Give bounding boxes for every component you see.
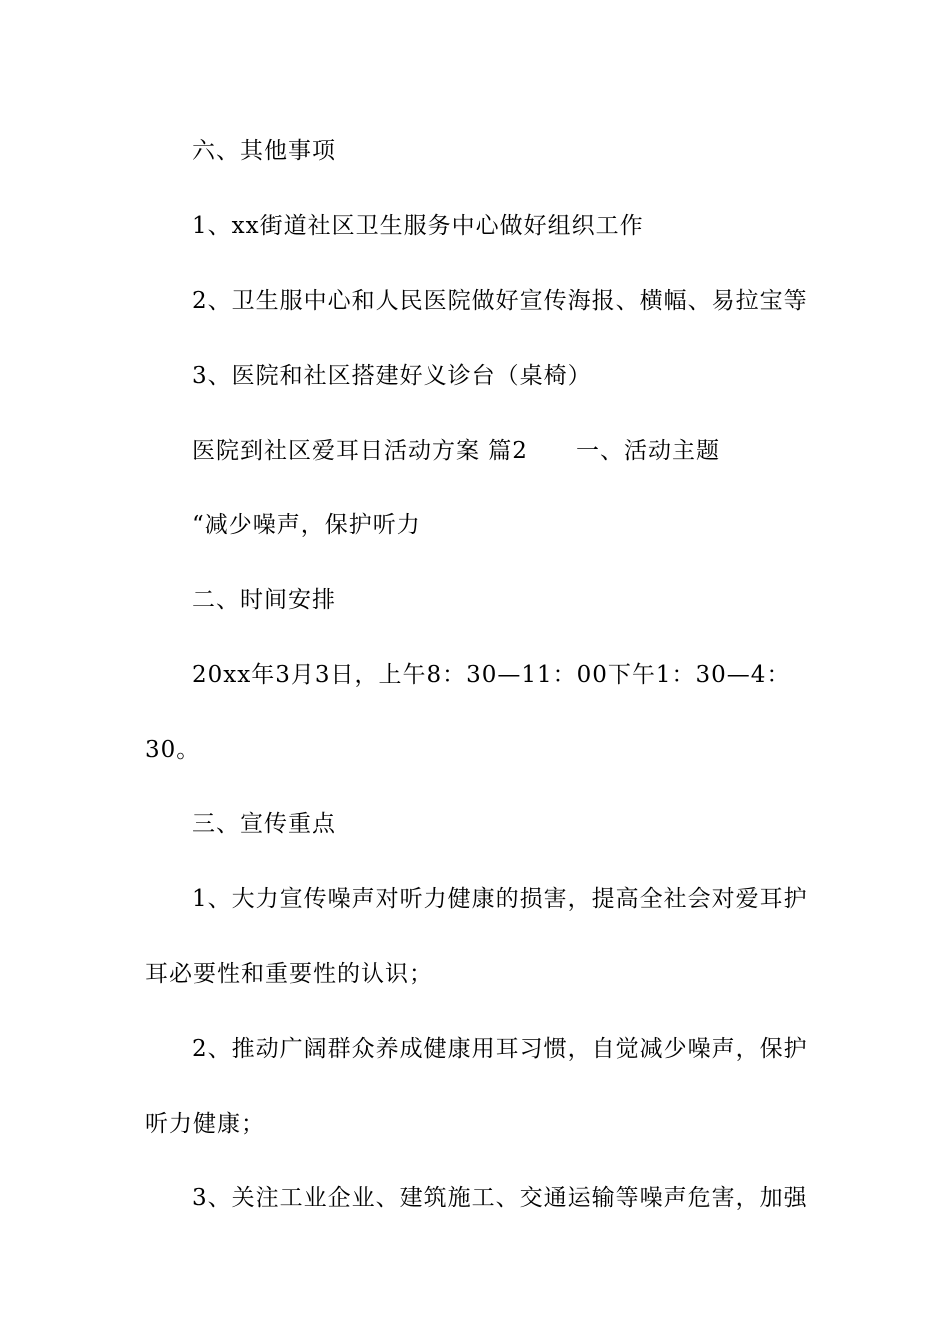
paragraph-line: 3、关注工业企业、建筑施工、交通运输等噪声危害，加强 (192, 1185, 808, 1211)
section-heading-schedule: 二、时间安排 (192, 587, 336, 613)
paragraph-line: 听力健康； (145, 1111, 265, 1137)
paragraph-item: 1、xx街道社区卫生服务中心做好组织工作 (192, 213, 644, 239)
paragraph-item: 2、卫生服中心和人民医院做好宣传海报、横幅、易拉宝等 (192, 288, 808, 314)
paragraph-line: 30。 (145, 737, 201, 763)
paragraph-item: 3、医院和社区搭建好义诊台（桌椅） (192, 363, 592, 389)
paragraph-line: 耳必要性和重要性的认识； (145, 961, 433, 987)
section-heading-theme: 一、活动主题 (575, 438, 720, 464)
paragraph-line: 20xx年3月3日，上午8：30—11：00下午1：30—4： (192, 662, 791, 688)
section-heading-other-matters: 六、其他事项 (192, 138, 336, 164)
plan-title-line (192, 436, 720, 466)
plan-title: 医院到社区爱耳日活动方案 篇2 (192, 438, 528, 464)
paragraph-line: 1、大力宣传噪声对听力健康的损害，提高全社会对爱耳护 (192, 886, 808, 912)
theme-slogan: “减少噪声，保护听力 (192, 512, 421, 538)
paragraph-line: 2、推动广阔群众养成健康用耳习惯，自觉减少噪声，保护 (192, 1036, 808, 1062)
section-heading-publicity: 三、宣传重点 (192, 811, 336, 837)
